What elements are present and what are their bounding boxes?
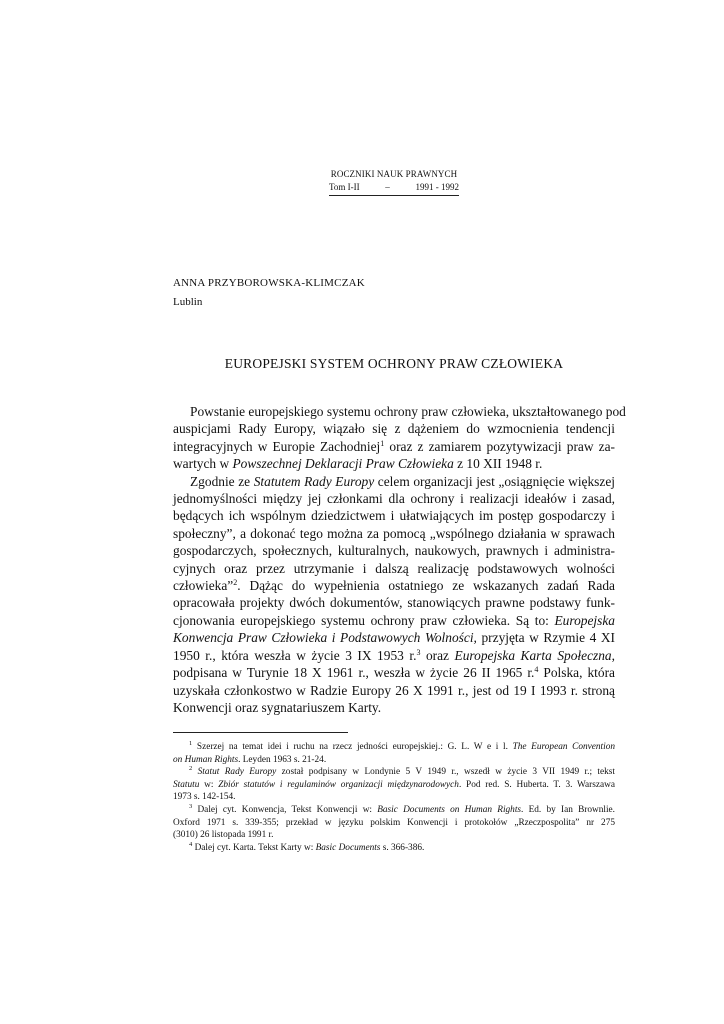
- footnote-ref: 3: [416, 647, 421, 657]
- text-line: [173, 542, 615, 559]
- text-run: przyjęta w Rzymie 4 XI: [476, 630, 615, 646]
- italic-text: Statutu: [173, 779, 200, 790]
- text-line: [173, 507, 615, 524]
- text-run: z 10 XII 1948 r.: [453, 456, 543, 472]
- italic-text: Statut Rady Europy: [197, 767, 277, 778]
- text-run: Polska, która: [538, 665, 615, 681]
- text-run: człowieka”: [173, 578, 234, 594]
- footnote-ref: 1: [189, 740, 193, 747]
- text-run: . Pod red. S. Huberta. T. 3. Warszawa: [458, 779, 615, 790]
- text-run: 1973 s. 142-154.: [173, 792, 236, 803]
- text-run: oraz: [420, 647, 455, 663]
- footnote-ref: 3: [189, 802, 193, 810]
- text-run: podpisana w Turynie 18 X 1961 r., weszła w życie 26 II 1965 r.: [173, 665, 535, 681]
- text-line: [173, 560, 615, 577]
- italic-text: Konwencja Praw Człowieka i Podstawowych Wolności,: [173, 630, 477, 646]
- footnote: [173, 804, 615, 842]
- footnote-separator: [173, 732, 348, 733]
- footnote-ref: 4: [189, 840, 193, 848]
- text-run: wartych w: [173, 456, 233, 472]
- journal-name: ROCZNIKI NAUK PRAWNYCH: [330, 169, 458, 179]
- text-line: [173, 525, 615, 542]
- text-run: w:: [199, 779, 219, 790]
- text-run: s. 366-386.: [380, 842, 425, 853]
- text-run: ,: [611, 647, 615, 663]
- text-run: będących ich wspólnym dziedzictwem i ułatwiających im postęp gospodarczy i: [173, 508, 615, 524]
- footnote-ref: 2: [233, 578, 238, 588]
- text-line: [173, 682, 615, 699]
- text-run: Dalej cyt. Karta. Tekst Karty w:: [192, 842, 316, 853]
- running-header: [329, 168, 459, 196]
- footnote: [173, 842, 615, 855]
- volume-years: 1991 - 1992: [415, 182, 459, 192]
- paragraph: [173, 403, 626, 473]
- text-line: [173, 612, 615, 629]
- footnotes: [173, 741, 615, 854]
- text-line: [173, 779, 615, 792]
- italic-text: Powszechnej Deklaracji Praw Człowieka: [232, 456, 454, 472]
- text-run: . Ed. by Ian Brownlie.: [521, 804, 615, 815]
- article-title: EUROPEJSKI SYSTEM OCHRONY PRAW CZŁOWIEKA: [224, 356, 564, 371]
- volume-number: Tom I-II: [329, 182, 360, 192]
- text-run: Oxford 1971 s. 339-355; przekład w języku polskim Konwencji i protokołów „Rzeczpospolita” nr 275: [173, 817, 615, 828]
- footnote-ref: 2: [189, 765, 193, 773]
- text-line: [173, 577, 615, 594]
- text-line: [173, 647, 615, 664]
- text-run: cjonowania europejskiego systemu ochrony praw człowieka. Są to:: [173, 612, 555, 628]
- italic-text: Europejska: [554, 612, 615, 628]
- italic-text: Basic Documents on Human Rights: [377, 804, 522, 815]
- text-run: integracyjnych w Europie Zachodniej: [173, 438, 381, 454]
- volume-dash: –: [385, 182, 390, 192]
- text-line: [173, 791, 615, 804]
- italic-text: Europejska Karta Społeczna: [454, 647, 612, 663]
- italic-text: Basic Documents: [315, 842, 381, 853]
- volume-line: [329, 181, 459, 196]
- text-line: [173, 438, 615, 455]
- paragraph: [173, 473, 615, 717]
- text-run: społeczny”, a dokonać tego można za pomocą „wspólnego działania w sprawach: [173, 525, 615, 541]
- text-line: [173, 699, 615, 716]
- text-run: auspicjami Rady Europy, wiązało się z dążeniem do wzmocnienia tendencji: [173, 421, 615, 437]
- italic-text: Zbiór statutów i regulaminów organizacji międzynarodowych: [218, 779, 459, 790]
- italic-text: The European Convention: [512, 742, 616, 752]
- italic-text: Statutem Rady Europy: [253, 473, 375, 489]
- footnote: [173, 741, 615, 766]
- author-affiliation: Lublin: [173, 296, 203, 308]
- italic-text: on Human Rights: [173, 754, 239, 765]
- text-run: celem organizacji jest „osiągnięcie większej: [374, 473, 615, 489]
- text-run: Dalej cyt. Konwencja, Tekst Konwencji w:: [192, 804, 378, 815]
- text-run: gospodarczych, społecznych, kulturalnych, naukowych, prawnych i administra-: [173, 543, 615, 559]
- text-run: opracowała projekty dwóch dokumentów, stanowiących prawne podstawy funk-: [173, 595, 615, 611]
- text-line: [173, 741, 615, 754]
- text-line: [173, 817, 615, 830]
- text-line: [173, 455, 615, 472]
- text-run: Szerzej na temat idei i ruchu na rzecz jedności europejskiej.: G. L. W e i l.: [192, 742, 513, 752]
- text-line: [173, 766, 615, 779]
- text-run: został podpisany w Londynie 5 V 1949 r., wszedł w życie 3 VII 1949 r.; tekst: [276, 767, 615, 778]
- text-line: [173, 754, 615, 767]
- text-run: cyjnych oraz przez utrzymanie i dalszą realizację podstawowych wolności: [173, 560, 615, 576]
- text-run: (3010) 26 listopada 1991 r.: [173, 830, 274, 841]
- text-line: [173, 804, 615, 817]
- text-run: . Dążąc do wypełnienia ostatniego ze wskazanych zadań Rada: [237, 578, 615, 594]
- author-name: ANNA PRZYBOROWSKA-KLIMCZAK: [173, 277, 365, 289]
- text-line: [173, 473, 615, 490]
- text-run: 1950 r., która weszła w życie 3 IX 1953 r.: [173, 647, 417, 663]
- text-line: [173, 490, 615, 507]
- text-line: [173, 829, 615, 842]
- text-line: [173, 842, 615, 855]
- text-line: [173, 594, 615, 611]
- text-line: [173, 629, 615, 646]
- text-run: Konwencji oraz sygnatariuszem Karty.: [173, 699, 382, 715]
- text-run: Zgodnie ze: [190, 473, 254, 489]
- footnote: [173, 766, 615, 804]
- text-run: Powstanie europejskiego systemu ochrony praw człowieka, ukształtowanego pod: [190, 404, 626, 419]
- text-line: [173, 403, 626, 420]
- footnote-ref: 4: [534, 665, 539, 675]
- text-line: [173, 664, 615, 681]
- text-run: . Leyden 1963 s. 21-24.: [238, 754, 327, 765]
- text-line: [173, 420, 615, 437]
- footnote-ref: 1: [380, 438, 385, 448]
- article-body: [173, 403, 626, 716]
- text-run: oraz z zamiarem pozytywizacji praw za-: [384, 438, 616, 454]
- text-run: uzyskała członkostwo w Radzie Europy 26 X 1991 r., jest od 19 I 1993 r. stroną: [173, 682, 615, 698]
- text-run: jednomyślności między jej członkami dla ochrony i realizacji ideałów i zasad,: [173, 491, 615, 507]
